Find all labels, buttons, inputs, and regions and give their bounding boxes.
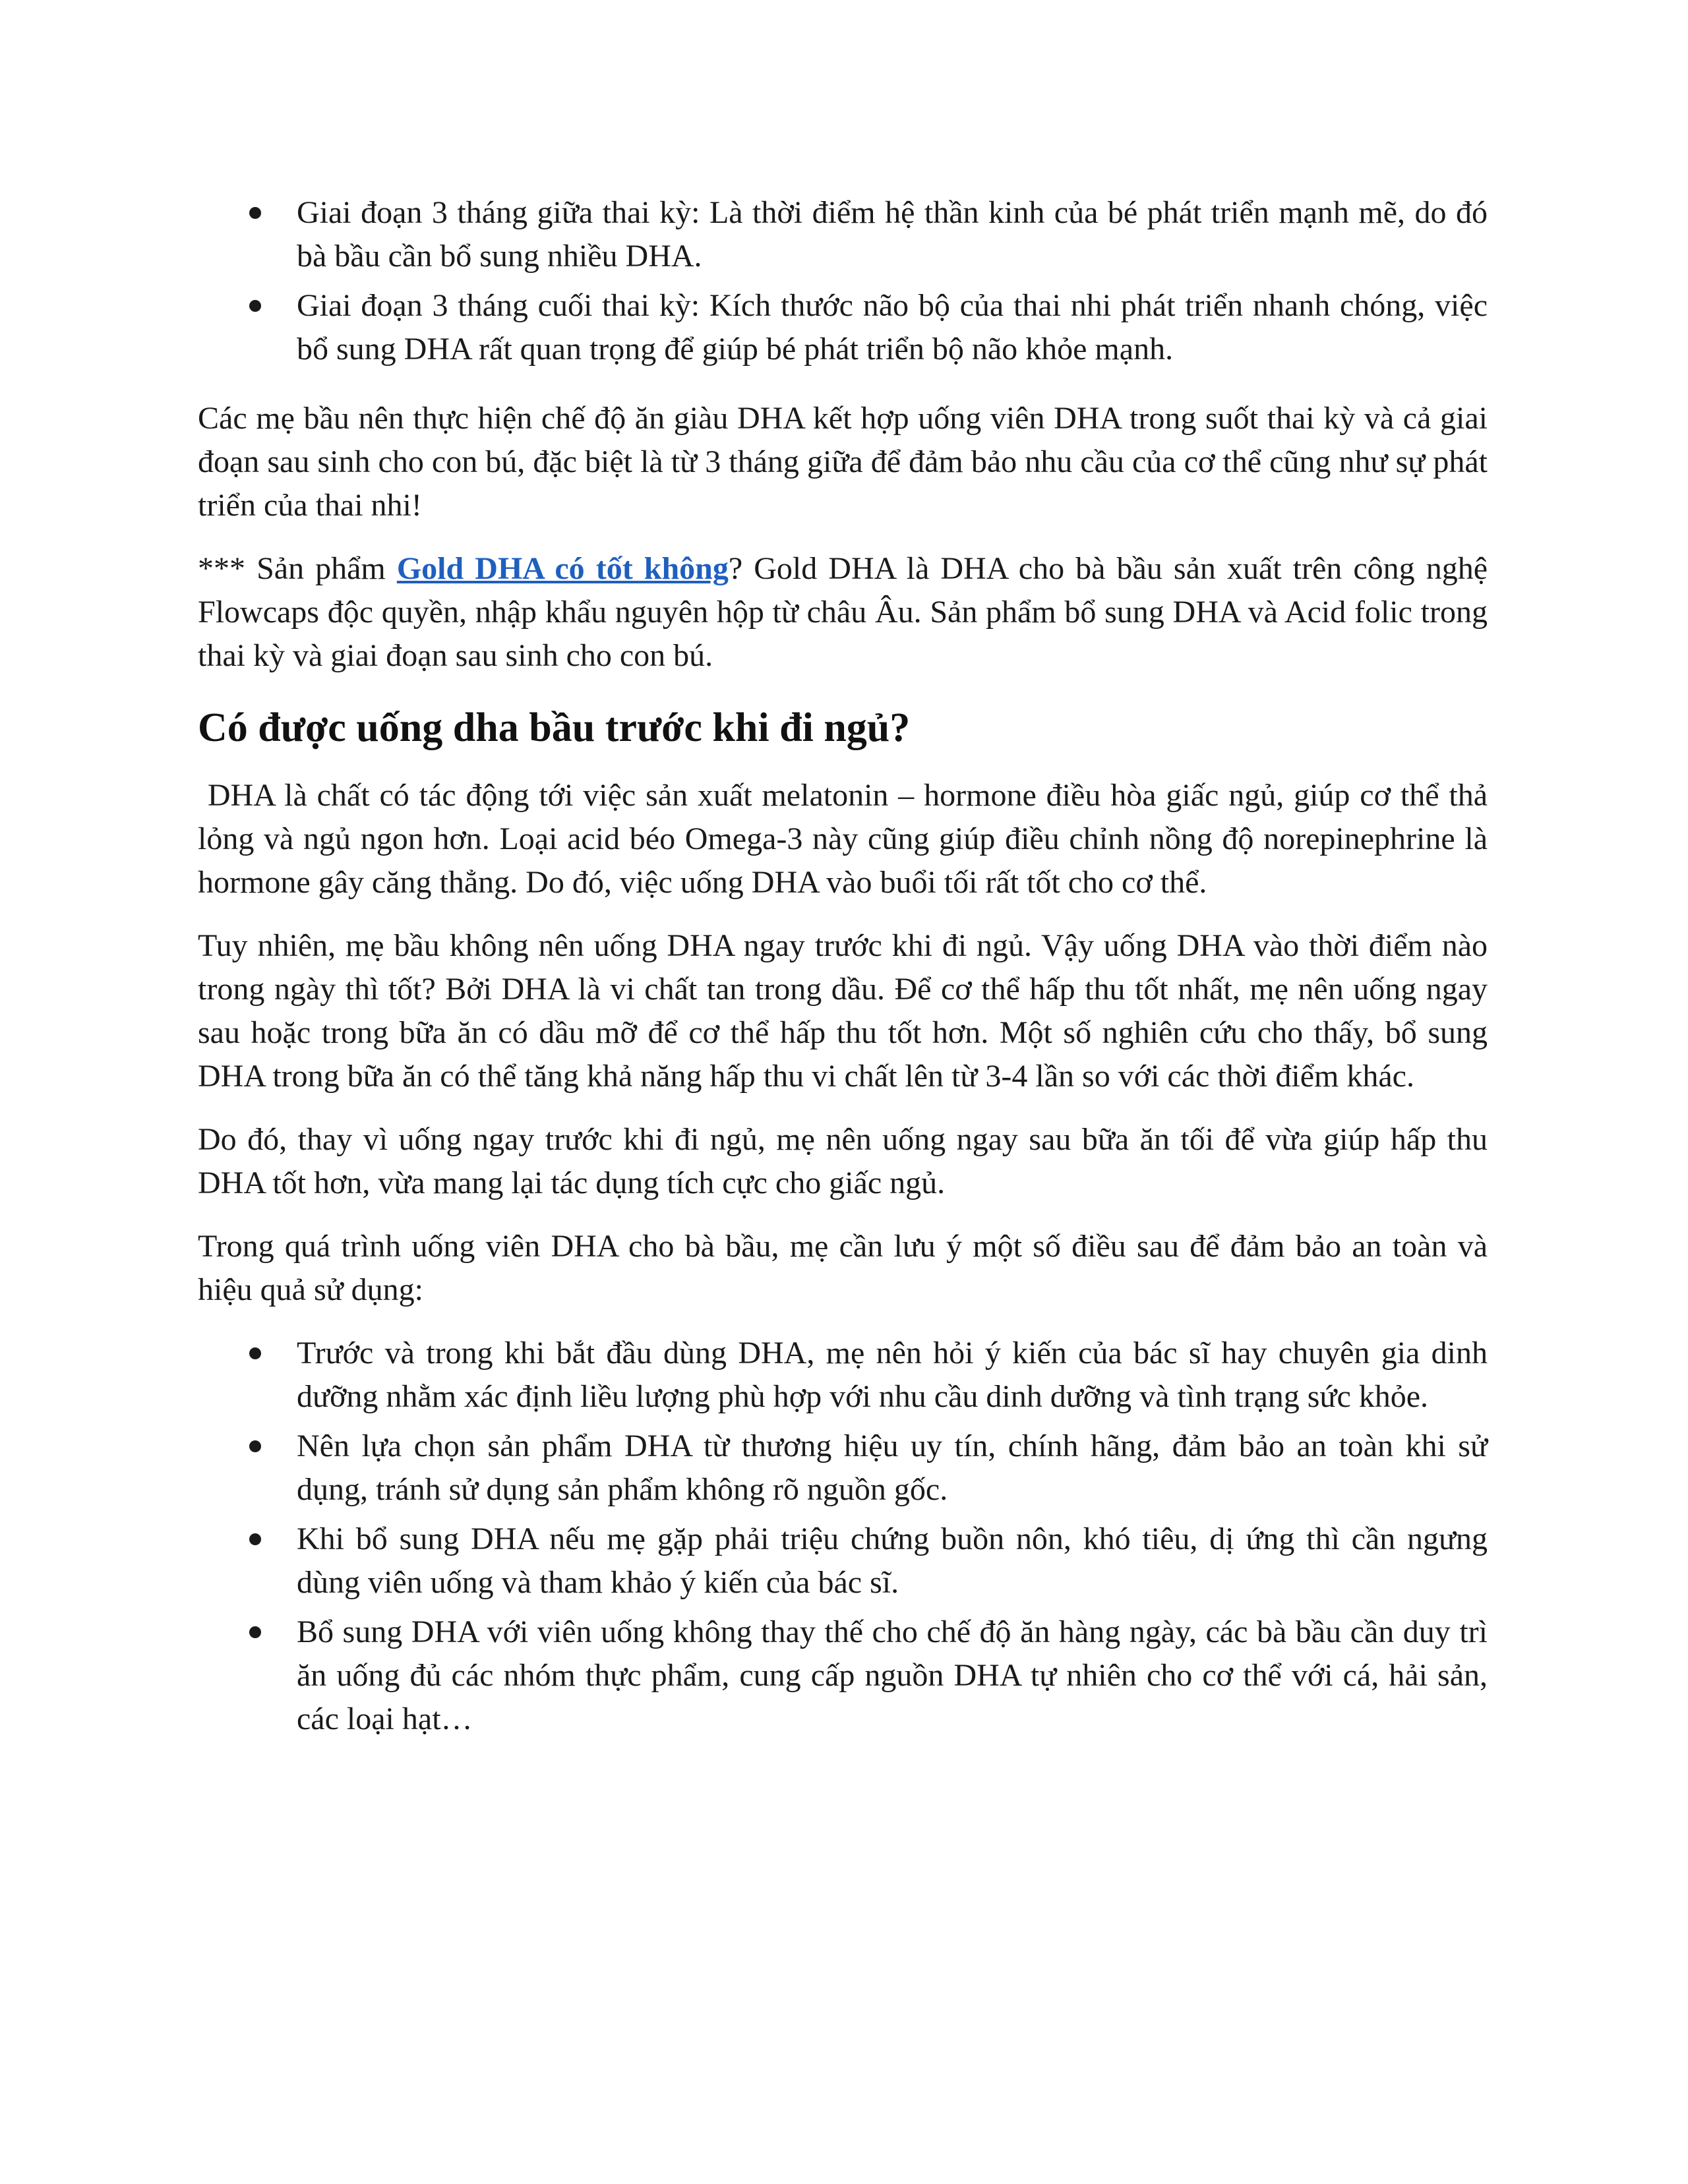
list-item <box>198 1518 1488 1605</box>
bullet-icon <box>249 1440 261 1452</box>
list-item-text: Giai đoạn 3 tháng giữa thai kỳ: Là thời điểm hệ thần kinh của bé phát triển mạnh mẽ, do đó bà bầu cần bổ sung nhiều DHA. <box>297 195 1488 274</box>
bullet-icon <box>249 1347 261 1359</box>
gold-dha-link[interactable]: Gold DHA có tốt không <box>396 551 729 586</box>
list-item-text: Khi bổ sung DHA nếu mẹ gặp phải triệu chứng buồn nôn, khó tiêu, dị ứng thì cần ngưng dùng viên uống và tham khảo ý kiến của bác sĩ. <box>297 1521 1488 1600</box>
paragraph-diet-advice: Các mẹ bầu nên thực hiện chế độ ăn giàu DHA kết hợp uống viên DHA trong suốt thai kỳ và cả giai đoạn sau sinh cho con bú, đặc biệt là từ 3 tháng giữa để đảm bảo nhu cầu của cơ thể cũng như sự phát triển của thai nhi! <box>198 401 1488 523</box>
paragraph-timing: Tuy nhiên, mẹ bầu không nên uống DHA ngay trước khi đi ngủ. Vậy uống DHA vào thời điểm nào trong ngày thì tốt? Bởi DHA là vi chất tan trong dầu. Để cơ thể hấp thu tốt nhất, mẹ nên uống ngay sau hoặc trong bữa ăn có dầu mỡ để cơ thể hấp thu tốt hơn. Một số nghiên cứu cho thấy, bổ sung DHA trong bữa ăn có thể tăng khả năng hấp thu vi chất lên từ 3-4 lần so với các thời điểm khác. <box>198 928 1488 1094</box>
paragraph-notes-intro: Trong quá trình uống viên DHA cho bà bầu, mẹ cần lưu ý một số điều sau để đảm bảo an toàn và hiệu quả sử dụng: <box>198 1229 1488 1307</box>
bullet-icon <box>249 300 261 312</box>
bullet-icon <box>249 1533 261 1545</box>
section-heading: Có được uống dha bầu trước khi đi ngủ? <box>198 705 911 750</box>
list-item <box>198 1610 1488 1741</box>
list-item-text: Trước và trong khi bắt đầu dùng DHA, mẹ nên hỏi ý kiến của bác sĩ hay chuyên gia dinh dưỡng nhằm xác định liều lượng phù hợp với nhu cầu dinh dưỡng và tình trạng sức khỏe. <box>297 1336 1488 1414</box>
paragraph-after-dinner: Do đó, thay vì uống ngay trước khi đi ngủ, mẹ nên uống ngay sau bữa ăn tối để vừa giúp hấp thu DHA tốt hơn, vừa mang lại tác dụng tích cực cho giấc ngủ. <box>198 1122 1488 1200</box>
paragraph-product-promo <box>198 547 1488 678</box>
promo-prefix: *** Sản phẩm <box>198 551 397 586</box>
list-item-text: Giai đoạn 3 tháng cuối thai kỳ: Kích thước não bộ của thai nhi phát triển nhanh chóng, việc bổ sung DHA rất quan trọng để giúp bé phát triển bộ não khỏe mạnh. <box>297 288 1488 367</box>
paragraph-melatonin: DHA là chất có tác động tới việc sản xuất melatonin – hormone điều hòa giấc ngủ, giúp cơ thể thả lỏng và ngủ ngon hơn. Loại acid béo Omega-3 này cũng giúp điều chỉnh nồng độ norepinephrine là hormone gây căng thẳng. Do đó, việc uống DHA vào buổi tối rất tốt cho cơ thể. <box>198 778 1496 900</box>
list-item <box>198 1425 1488 1512</box>
list-item <box>198 191 1488 278</box>
list-item <box>198 284 1488 371</box>
promo-suffix: ? Gold DHA là DHA cho bà bầu sản xuất trên công nghệ Flowcaps độc quyền, nhập khẩu nguyên hộp từ châu Âu. Sản phẩm bổ sung DHA và Acid folic trong thai kỳ và giai đoạn sau sinh cho con bú. <box>198 551 1488 673</box>
document-page <box>198 191 1496 1747</box>
stage-bullet-list <box>198 191 1488 371</box>
list-item <box>198 1332 1488 1419</box>
list-item-text: Nên lựa chọn sản phẩm DHA từ thương hiệu uy tín, chính hãng, đảm bảo an toàn khi sử dụng, tránh sử dụng sản phẩm không rõ nguồn gốc. <box>297 1429 1488 1507</box>
bullet-icon <box>249 207 261 219</box>
notes-bullet-list <box>198 1332 1488 1741</box>
bullet-icon <box>249 1626 261 1638</box>
list-item-text: Bổ sung DHA với viên uống không thay thế cho chế độ ăn hàng ngày, các bà bầu cần duy trì ăn uống đủ các nhóm thực phẩm, cung cấp nguồn DHA tự nhiên cho cơ thể với cá, hải sản, các loại hạt… <box>297 1614 1488 1736</box>
